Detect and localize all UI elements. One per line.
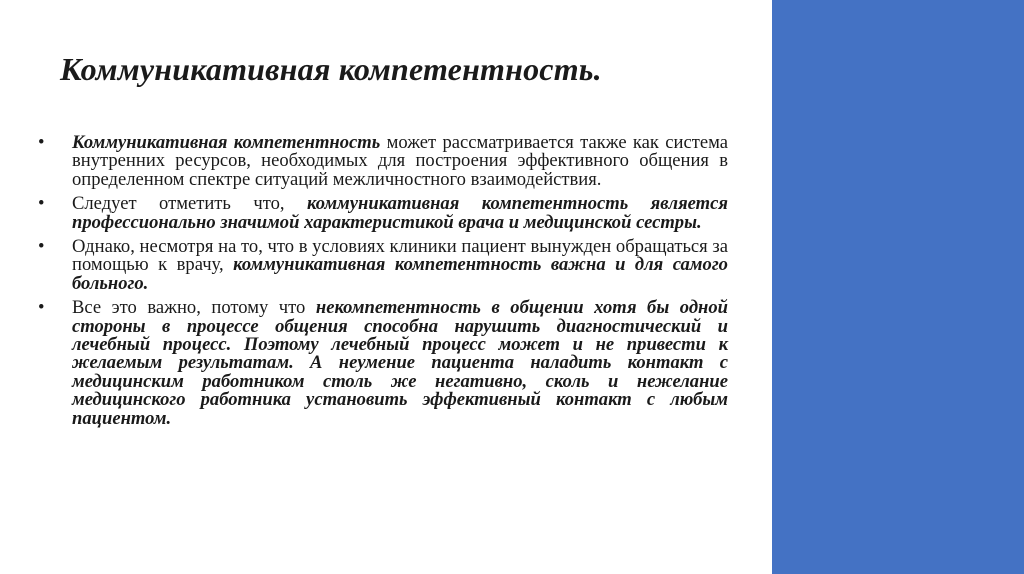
slide-title: Коммуникативная компетентность. (60, 51, 602, 87)
bullet-text: Все это важно, потому что (72, 297, 316, 319)
bullet-marker: • (38, 193, 45, 215)
bullet-text-emphasis: некомпетентность в общении хотя бы одной стороны в процессе общения способна нарушить диагностический и лечебный процесс. Поэтому лечебный процесс может и не привести к желаемым результатам. А неумение пациента наладить контакт с медицинским работником столь же негативно, сколь и нежелание медицинского работника установить эффективный контакт с любым пациентом. (72, 297, 728, 429)
bullet-text: Следует отметить что, (72, 193, 308, 215)
bullet-list (38, 134, 728, 434)
bullet-text-emphasis: Коммуникативная компетентность (72, 132, 381, 153)
bullet-text: Однако, несмотря на то, что в условиях клиники пациент вынужден обращаться за помощью к врачу, (72, 236, 728, 276)
accent-bar (772, 0, 1024, 574)
bullet-marker: • (38, 132, 45, 153)
bullet-item (38, 299, 728, 428)
bullet-text-emphasis: коммуникативная компетентность важна и для самого больного. (72, 254, 728, 294)
bullet-text: может рассматривается также как система внутренних ресурсов, необходимых для построения эффективного общения в определенном спектре ситуаций межличностного взаимодействия. (72, 132, 728, 190)
bullet-item (38, 238, 728, 293)
bullet-item (38, 134, 728, 189)
bullet-marker: • (38, 236, 45, 258)
bullet-text-emphasis: коммуникативная компетентность является профессионально значимой характеристикой врача и медицинской сестры. (72, 193, 728, 233)
bullet-marker: • (38, 297, 45, 319)
bullet-item (38, 195, 728, 232)
